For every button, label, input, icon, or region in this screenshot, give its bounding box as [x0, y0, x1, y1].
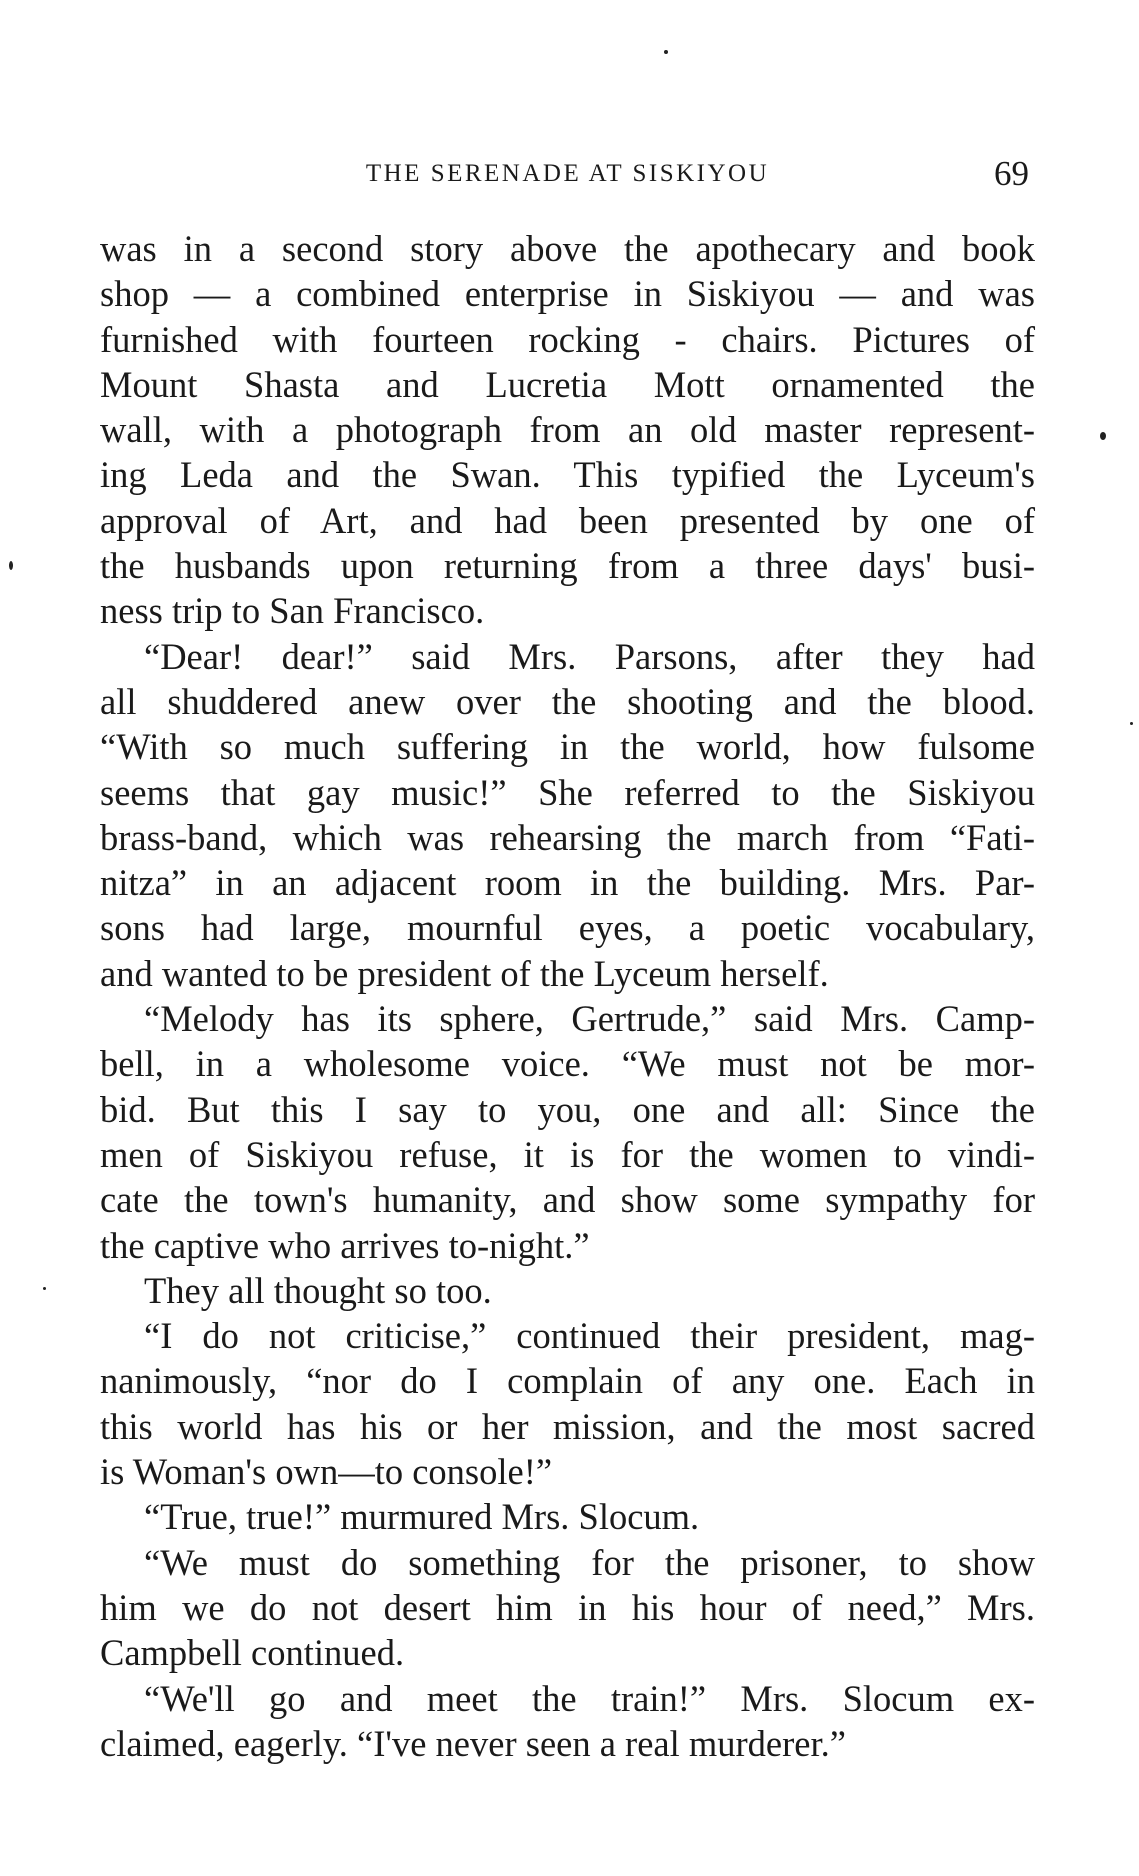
- scan-speck: [43, 1287, 46, 1290]
- text-line: They all thought so too.: [144, 1269, 492, 1311]
- text-line: “We must do something for the prisoner, to show: [144, 1541, 1035, 1583]
- text-line: Mount Shasta and Lucretia Mott ornamented the: [100, 363, 1035, 405]
- text-line: “True, true!” murmured Mrs. Slocum.: [144, 1496, 700, 1538]
- text-line: “Melody has its sphere, Gertrude,” said Mrs. Camp-: [144, 998, 1035, 1040]
- text-line: this world has his or her mission, and the most sacred: [100, 1405, 1035, 1447]
- text-line: ing Leda and the Swan. This typified the Lyceum's: [100, 454, 1035, 496]
- text-line: nanimously, “nor do I complain of any one. Each in: [100, 1360, 1035, 1402]
- scan-speck: [9, 561, 13, 570]
- text-line: “We'll go and meet the train!” Mrs. Slocum ex-: [144, 1677, 1035, 1719]
- text-line: is Woman's own—to console!”: [100, 1451, 553, 1493]
- text-line: seems that gay music!” She referred to the Siskiyou: [100, 771, 1035, 813]
- text-line: the husbands upon returning from a three days' busi-: [100, 545, 1035, 587]
- page-header: [100, 152, 1035, 192]
- text-line: all shuddered anew over the shooting and the blood.: [100, 680, 1035, 722]
- text-line: him we do not desert him in his hour of need,” Mrs.: [100, 1586, 1035, 1628]
- scan-speck: [1100, 432, 1106, 440]
- text-line: was in a second story above the apothecary and book: [100, 228, 1035, 269]
- text-line: approval of Art, and had been presented by one of: [100, 499, 1035, 541]
- text-line: sons had large, mournful eyes, a poetic vocabulary,: [100, 907, 1035, 949]
- scan-speck: [1130, 722, 1133, 725]
- text-line: shop — a combined enterprise in Siskiyou — and was: [100, 273, 1035, 315]
- page-number: 69: [994, 154, 1029, 193]
- text-line: men of Siskiyou refuse, it is for the women to vindi-: [100, 1133, 1035, 1175]
- text-line: “I do not criticise,” continued their president, mag-: [144, 1315, 1035, 1357]
- text-line: claimed, eagerly. “I've never seen a real murderer.”: [100, 1722, 846, 1764]
- text-line: “With so much suffering in the world, how fulsome: [100, 726, 1035, 768]
- running-head: THE SERENADE AT SISKIYOU: [365, 160, 770, 187]
- body-text: [100, 226, 1035, 1766]
- text-line: nitza” in an adjacent room in the building. Mrs. Par-: [100, 862, 1035, 904]
- text-line: Campbell continued.: [100, 1632, 405, 1674]
- text-line: the captive who arrives to-night.”: [100, 1224, 590, 1266]
- text-line: cate the town's humanity, and show some sympathy for: [100, 1179, 1035, 1221]
- text-line: furnished with fourteen rocking - chairs. Pictures of: [100, 318, 1035, 360]
- text-line: brass-band, which was rehearsing the march from “Fati-: [100, 816, 1035, 858]
- text-line: “Dear! dear!” said Mrs. Parsons, after they had: [144, 635, 1035, 677]
- text-line: and wanted to be president of the Lyceum herself.: [100, 952, 829, 994]
- scan-speck: [664, 50, 668, 54]
- text-line: bell, in a wholesome voice. “We must not be mor-: [100, 1043, 1035, 1085]
- text-line: wall, with a photograph from an old master represent-: [100, 409, 1035, 451]
- text-line: bid. But this I say to you, one and all: Since the: [100, 1088, 1035, 1130]
- text-line: ness trip to San Francisco.: [100, 590, 485, 632]
